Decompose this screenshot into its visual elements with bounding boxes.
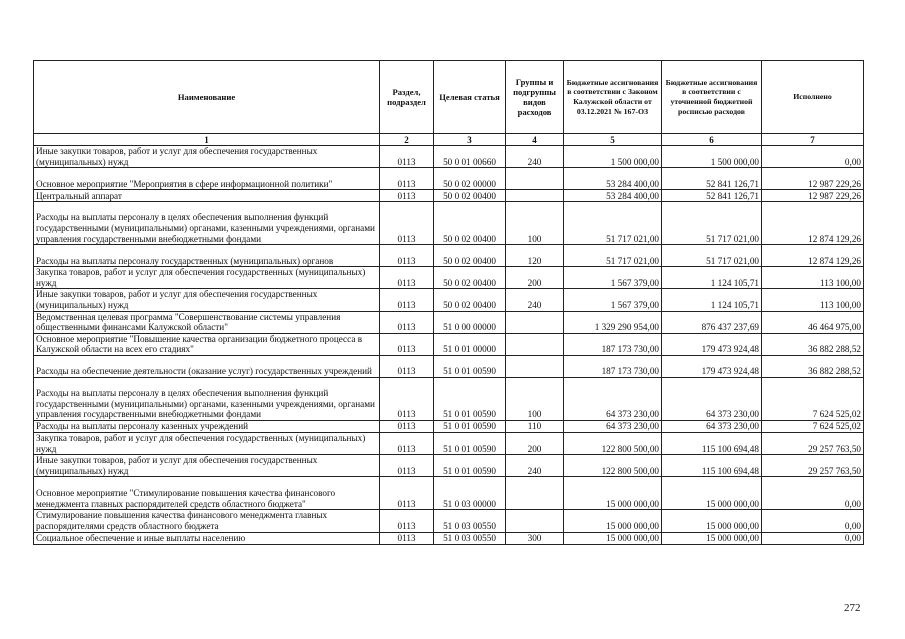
- law-allocation-cell: 53 284 400,00: [564, 168, 662, 190]
- executed-cell: 113 100,00: [762, 267, 864, 289]
- table-row: [34, 190, 864, 202]
- refined-allocation-cell: 1 124 105,71: [662, 267, 762, 289]
- table-row: [34, 432, 864, 454]
- expense-group-cell: 110: [506, 420, 564, 432]
- refined-allocation-cell: 1 124 105,71: [662, 289, 762, 311]
- refined-allocation-cell: 1 500 000,00: [662, 146, 762, 168]
- expense-group-cell: 100: [506, 202, 564, 245]
- law-allocation-cell: 122 800 500,00: [564, 432, 662, 454]
- refined-allocation-cell: 52 841 126,71: [662, 168, 762, 190]
- header-expense-groups: Группы и подгруппы видов расходов: [506, 61, 564, 134]
- refined-allocation-cell: 15 000 000,00: [662, 510, 762, 532]
- row-name-cell: Иные закупки товаров, работ и услуг для обеспечения государственных (муниципальных) нужд: [34, 146, 380, 168]
- row-name-cell: Расходы на выплаты персоналу казенных учреждений: [34, 420, 380, 432]
- row-name-cell: Расходы на обеспечение деятельности (оказание услуг) государственных учреждений: [34, 355, 380, 377]
- row-name-cell: Расходы на выплаты персоналу государственных (муниципальных) органов: [34, 245, 380, 267]
- expense-group-cell: [506, 510, 564, 532]
- section-cell: 0113: [380, 289, 434, 311]
- column-number: 6: [662, 134, 762, 146]
- expense-group-cell: [506, 355, 564, 377]
- law-allocation-cell: 15 000 000,00: [564, 510, 662, 532]
- table-row: [34, 477, 864, 510]
- law-allocation-cell: 51 717 021,00: [564, 202, 662, 245]
- header-section: Раздел, подраздел: [380, 61, 434, 134]
- executed-cell: 12 874 129,26: [762, 245, 864, 267]
- header-target-article: Целевая статья: [434, 61, 506, 134]
- executed-cell: 7 624 525,02: [762, 377, 864, 420]
- header-executed: Исполнено: [762, 61, 864, 134]
- refined-allocation-cell: 64 373 230,00: [662, 377, 762, 420]
- law-allocation-cell: 53 284 400,00: [564, 190, 662, 202]
- page-number: 272: [844, 602, 861, 614]
- column-number: 3: [434, 134, 506, 146]
- column-number: 5: [564, 134, 662, 146]
- target-article-cell: 50 0 01 00660: [434, 146, 506, 168]
- table-row: [34, 455, 864, 477]
- row-name-cell: Ведомственная целевая программа "Совершенствование системы управления общественными финансами Калужской области": [34, 311, 380, 333]
- target-article-cell: 51 0 03 00000: [434, 477, 506, 510]
- table-body: [34, 146, 864, 545]
- refined-allocation-cell: 64 373 230,00: [662, 420, 762, 432]
- header-refined-allocations: Бюджетные ассигнования в соответствии с уточненной бюджетной росписью расходов: [662, 61, 762, 134]
- row-name-cell: Основное мероприятие "Мероприятия в сфере информационной политики": [34, 168, 380, 190]
- section-cell: 0113: [380, 190, 434, 202]
- refined-allocation-cell: 51 717 021,00: [662, 245, 762, 267]
- executed-cell: 7 624 525,02: [762, 420, 864, 432]
- refined-allocation-cell: 876 437 237,69: [662, 311, 762, 333]
- section-cell: 0113: [380, 420, 434, 432]
- expense-group-cell: [506, 333, 564, 355]
- expense-group-cell: 100: [506, 377, 564, 420]
- expense-group-cell: 240: [506, 146, 564, 168]
- table-row: [34, 202, 864, 245]
- table-row: [34, 168, 864, 190]
- expense-group-cell: 200: [506, 267, 564, 289]
- target-article-cell: 51 0 00 00000: [434, 311, 506, 333]
- law-allocation-cell: 187 173 730,00: [564, 355, 662, 377]
- expense-group-cell: 240: [506, 289, 564, 311]
- row-name-cell: Центральный аппарат: [34, 190, 380, 202]
- section-cell: 0113: [380, 432, 434, 454]
- expense-group-cell: [506, 311, 564, 333]
- section-cell: 0113: [380, 510, 434, 532]
- executed-cell: 36 882 288,52: [762, 333, 864, 355]
- law-allocation-cell: 1 567 379,00: [564, 289, 662, 311]
- executed-cell: 113 100,00: [762, 289, 864, 311]
- law-allocation-cell: 122 800 500,00: [564, 455, 662, 477]
- expense-group-cell: [506, 477, 564, 510]
- table-row: [34, 146, 864, 168]
- law-allocation-cell: 15 000 000,00: [564, 477, 662, 510]
- refined-allocation-cell: 179 473 924,48: [662, 333, 762, 355]
- row-name-cell: Основное мероприятие "Стимулирование повышения качества финансового менеджмента главных распорядителей средств областного бюджета": [34, 477, 380, 510]
- section-cell: 0113: [380, 245, 434, 267]
- row-name-cell: Закупка товаров, работ и услуг для обеспечения государственных (муниципальных) нужд: [34, 432, 380, 454]
- section-cell: 0113: [380, 311, 434, 333]
- section-cell: 0113: [380, 455, 434, 477]
- expense-group-cell: 200: [506, 432, 564, 454]
- target-article-cell: 50 0 02 00400: [434, 245, 506, 267]
- table-row: [34, 333, 864, 355]
- section-cell: 0113: [380, 202, 434, 245]
- refined-allocation-cell: 115 100 694,48: [662, 432, 762, 454]
- expense-group-cell: 300: [506, 532, 564, 544]
- law-allocation-cell: 51 717 021,00: [564, 245, 662, 267]
- law-allocation-cell: 15 000 000,00: [564, 532, 662, 544]
- target-article-cell: 51 0 01 00590: [434, 377, 506, 420]
- column-number: 2: [380, 134, 434, 146]
- row-name-cell: Основное мероприятие "Повышение качества организации бюджетного процесса в Калужской области на всех его стадиях": [34, 333, 380, 355]
- target-article-cell: 51 0 01 00590: [434, 420, 506, 432]
- executed-cell: 0,00: [762, 532, 864, 544]
- table-row: [34, 289, 864, 311]
- refined-allocation-cell: 51 717 021,00: [662, 202, 762, 245]
- target-article-cell: 50 0 02 00000: [434, 168, 506, 190]
- section-cell: 0113: [380, 532, 434, 544]
- executed-cell: 29 257 763,50: [762, 432, 864, 454]
- target-article-cell: 51 0 01 00590: [434, 432, 506, 454]
- executed-cell: 0,00: [762, 477, 864, 510]
- law-allocation-cell: 1 500 000,00: [564, 146, 662, 168]
- header-name: Наименование: [34, 61, 380, 134]
- target-article-cell: 51 0 01 00000: [434, 333, 506, 355]
- law-allocation-cell: 64 373 230,00: [564, 420, 662, 432]
- refined-allocation-cell: 15 000 000,00: [662, 477, 762, 510]
- table-row: [34, 532, 864, 544]
- header-law-allocations: Бюджетные ассигнования в соответствии с Законом Калужской области от 03.12.2021 № 167-ОЗ: [564, 61, 662, 134]
- table-row: [34, 355, 864, 377]
- budget-table: [33, 60, 864, 545]
- section-cell: 0113: [380, 333, 434, 355]
- row-name-cell: Стимулирование повышения качества финансового менеджмента главных распорядителями средств областного бюджета: [34, 510, 380, 532]
- target-article-cell: 50 0 02 00400: [434, 289, 506, 311]
- column-number: 1: [34, 134, 380, 146]
- row-name-cell: Расходы на выплаты персоналу в целях обеспечения выполнения функций государственными (муниципальными) органами, казенными учреждениями, органами управления государственными внебюджетными фондами: [34, 377, 380, 420]
- section-cell: 0113: [380, 168, 434, 190]
- expense-group-cell: [506, 190, 564, 202]
- target-article-cell: 51 0 01 00590: [434, 455, 506, 477]
- section-cell: 0113: [380, 355, 434, 377]
- row-name-cell: Социальное обеспечение и иные выплаты населению: [34, 532, 380, 544]
- row-name-cell: Иные закупки товаров, работ и услуг для обеспечения государственных (муниципальных) нужд: [34, 289, 380, 311]
- section-cell: 0113: [380, 377, 434, 420]
- refined-allocation-cell: 15 000 000,00: [662, 532, 762, 544]
- section-cell: 0113: [380, 146, 434, 168]
- target-article-cell: 51 0 03 00550: [434, 532, 506, 544]
- target-article-cell: 50 0 02 00400: [434, 267, 506, 289]
- table-row: [34, 510, 864, 532]
- section-cell: 0113: [380, 477, 434, 510]
- expense-group-cell: [506, 168, 564, 190]
- executed-cell: 0,00: [762, 146, 864, 168]
- refined-allocation-cell: 179 473 924,48: [662, 355, 762, 377]
- refined-allocation-cell: 52 841 126,71: [662, 190, 762, 202]
- target-article-cell: 50 0 02 00400: [434, 190, 506, 202]
- executed-cell: 12 987 229,26: [762, 168, 864, 190]
- row-name-cell: Закупка товаров, работ и услуг для обеспечения государственных (муниципальных) нужд: [34, 267, 380, 289]
- target-article-cell: 51 0 03 00550: [434, 510, 506, 532]
- executed-cell: 29 257 763,50: [762, 455, 864, 477]
- section-cell: 0113: [380, 267, 434, 289]
- target-article-cell: 50 0 02 00400: [434, 202, 506, 245]
- header-row: [34, 61, 864, 134]
- table-row: [34, 245, 864, 267]
- table-row: [34, 267, 864, 289]
- expense-group-cell: 240: [506, 455, 564, 477]
- law-allocation-cell: 187 173 730,00: [564, 333, 662, 355]
- executed-cell: 46 464 975,00: [762, 311, 864, 333]
- executed-cell: 12 874 129,26: [762, 202, 864, 245]
- executed-cell: 0,00: [762, 510, 864, 532]
- table-row: [34, 377, 864, 420]
- row-name-cell: Расходы на выплаты персоналу в целях обеспечения выполнения функций государственными (муниципальными) органами, казенными учреждениями, органами управления государственными внебюджетными фондами: [34, 202, 380, 245]
- target-article-cell: 51 0 01 00590: [434, 355, 506, 377]
- law-allocation-cell: 1 567 379,00: [564, 267, 662, 289]
- column-number: 7: [762, 134, 864, 146]
- refined-allocation-cell: 115 100 694,48: [662, 455, 762, 477]
- column-number: 4: [506, 134, 564, 146]
- executed-cell: 12 987 229,26: [762, 190, 864, 202]
- table-row: [34, 420, 864, 432]
- law-allocation-cell: 64 373 230,00: [564, 377, 662, 420]
- row-name-cell: Иные закупки товаров, работ и услуг для обеспечения государственных (муниципальных) нужд: [34, 455, 380, 477]
- table-row: [34, 311, 864, 333]
- executed-cell: 36 882 288,52: [762, 355, 864, 377]
- law-allocation-cell: 1 329 290 954,00: [564, 311, 662, 333]
- column-number-row: [34, 134, 864, 146]
- expense-group-cell: 120: [506, 245, 564, 267]
